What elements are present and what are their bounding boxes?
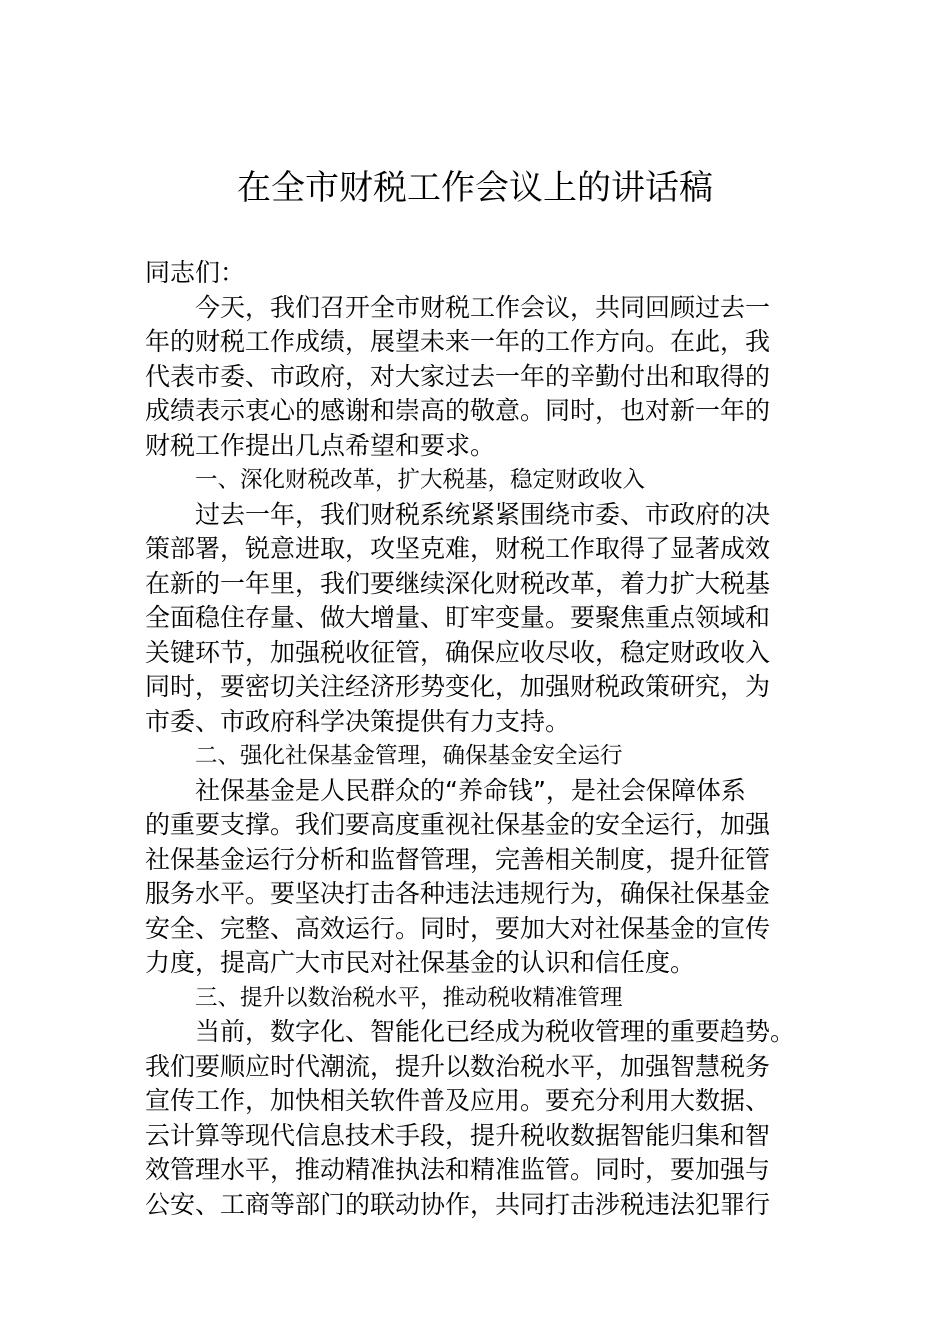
document-title: 在全市财税工作会议上的讲话稿 — [237, 168, 713, 208]
paragraph-line: 同时，要密切关注经济形势变化，加强财税政策研究，为 — [145, 672, 771, 701]
paragraph-line: 年的财税工作成绩，展望未来一年的工作方向。在此，我 — [145, 327, 771, 356]
paragraph-line: 宣传工作，加快相关软件普及应用。要充分利用大数据、 — [145, 1086, 771, 1115]
paragraph-line: 成绩表示衷心的感谢和崇高的敬意。同时，也对新一年的 — [145, 396, 771, 425]
section-heading: 二、强化社保基金管理，确保基金安全运行 — [195, 743, 623, 769]
paragraph-line: 全面稳住存量、做大增量、盯牢变量。要聚焦重点领域和 — [145, 603, 771, 632]
paragraph-line: 财税工作提出几点希望和要求。 — [145, 430, 496, 460]
paragraph-line: 市委、市政府科学决策提供有力支持。 — [145, 706, 571, 736]
section-heading: 一、深化财税改革，扩大税基，稳定财政收入 — [195, 467, 646, 493]
paragraph-line: 在新的一年里，我们要继续深化财税改革，着力扩大税基 — [145, 568, 771, 598]
paragraph-line: 公安、工商等部门的联动协作，共同打击涉税违法犯罪行 — [145, 1189, 771, 1219]
paragraph-line: 当前，数字化、智能化已经成为税收管理的重要趋势。 — [195, 1017, 796, 1046]
paragraph-line: 社保基金是人民群众的“养命钱”，是社会保障体系 — [195, 775, 746, 805]
paragraph-line: 安全、完整、高效运行。同时，要加大对社保基金的宣传 — [145, 913, 771, 943]
paragraph-line: 过去一年，我们财税系统紧紧围绕市委、市政府的决 — [195, 499, 771, 529]
paragraph-line: 效管理水平，推动精准执法和精准监管。同时，要加强与 — [145, 1155, 771, 1184]
paragraph-line: 关键环节，加强税收征管，确保应收尽收，稳定财政收入 — [145, 637, 771, 667]
paragraph-line: 今天，我们召开全市财税工作会议，共同回顾过去一 — [195, 292, 771, 322]
paragraph-line: 同志们： — [145, 258, 246, 287]
paragraph-line: 代表市委、市政府，对大家过去一年的辛勤付出和取得的 — [145, 361, 771, 391]
paragraph-line: 策部署，锐意进取，攻坚克难，财税工作取得了显著成效 — [145, 534, 771, 563]
paragraph-line: 云计算等现代信息技术手段，提升税收数据智能归集和智 — [145, 1120, 771, 1150]
paragraph-line: 社保基金运行分析和监督管理，完善相关制度，提升征管 — [145, 844, 771, 874]
paragraph-line: 我们要顺应时代潮流，提升以数治税水平，加强智慧税务 — [145, 1051, 771, 1081]
section-heading: 三、提升以数治税水平，推动税收精准管理 — [195, 984, 623, 1011]
paragraph-line: 的重要支撑。我们要高度重视社保基金的安全运行，加强 — [145, 810, 771, 839]
paragraph-line: 服务水平。要坚决打击各种违法违规行为，确保社保基金 — [145, 879, 771, 908]
document-body — [145, 256, 810, 1222]
paragraph-line: 力度，提高广大市民对社保基金的认识和信任度。 — [145, 948, 696, 977]
